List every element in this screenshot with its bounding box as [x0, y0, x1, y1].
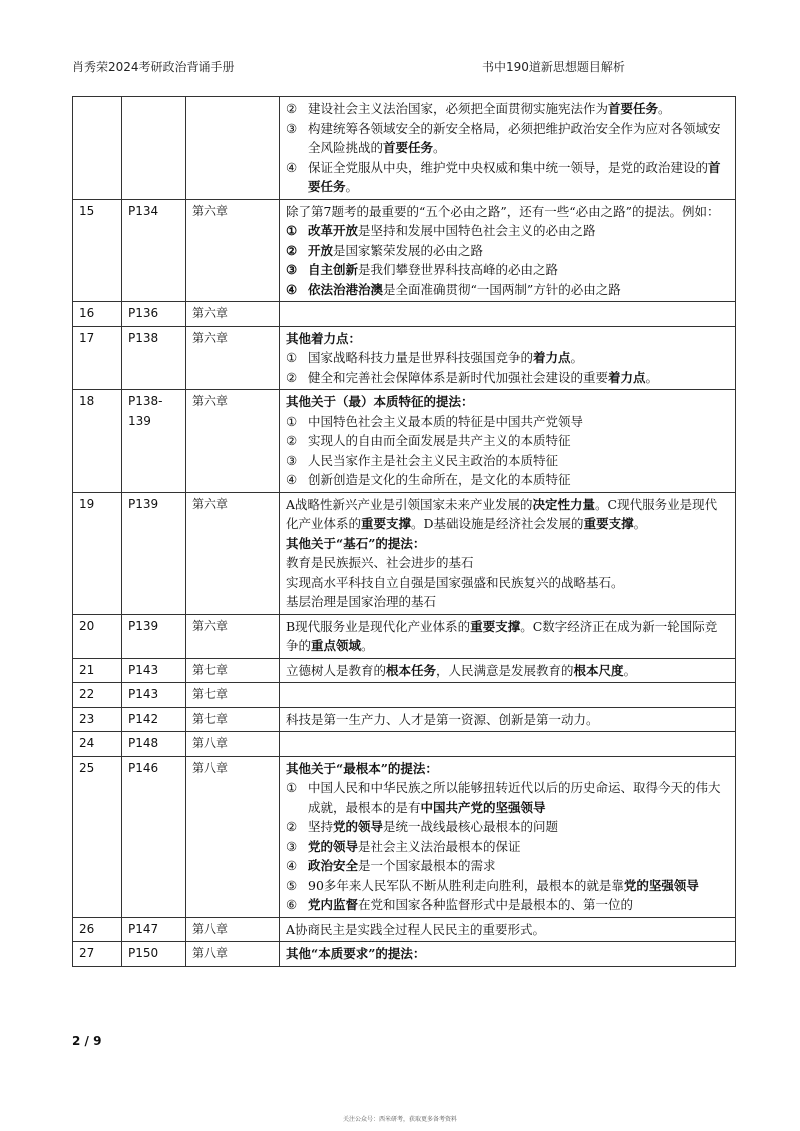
page-ref-cell	[122, 97, 186, 200]
analysis-cell	[280, 302, 736, 327]
page-ref-cell: P139	[122, 492, 186, 614]
list-marker: ③	[286, 452, 298, 468]
emphasis-text: 党的坚强领导	[623, 877, 699, 893]
text-line	[286, 944, 729, 964]
emphasis-text: 党内监督	[308, 897, 359, 912]
body-text: 创新创造是文化的生命所在，是文化的本质特征	[308, 472, 571, 487]
emphasis-text: 首要任务	[308, 159, 721, 194]
emphasis-text: 决定性力量	[532, 496, 596, 512]
table-row	[73, 707, 736, 732]
body-text: ，人民满意是发展教育的	[436, 662, 574, 678]
list-item	[286, 817, 729, 837]
chapter-cell: 第八章	[186, 917, 280, 942]
list-marker: ②	[286, 101, 298, 116]
question-number-cell: 22	[73, 683, 122, 708]
body-text: 。	[623, 662, 637, 678]
body-text: 坚持	[308, 819, 334, 834]
question-number-cell	[73, 97, 122, 200]
list-marker: ③	[286, 838, 298, 854]
body-text: B现代服务业是现代化产业体系的	[286, 618, 471, 634]
body-text: 实现高水平科技自立自强是国家强盛和民族复兴的战略基石。	[286, 574, 624, 590]
emphasis-text: 着力点	[533, 350, 571, 365]
list-item	[286, 241, 729, 261]
body-text: 基层治理是国家治理的基石	[286, 594, 437, 609]
emphasis-text: 首要任务	[383, 140, 434, 155]
table-row	[73, 492, 736, 614]
body-text: 国家战略科技力量是世界科技强国竞争的	[308, 350, 534, 365]
emphasis-text: 党的领导	[308, 838, 359, 854]
list-marker: ⑤	[286, 877, 298, 893]
body-text: 建设社会主义法治国家，必须把全面贯彻实施宪法作为	[308, 101, 609, 116]
page-ref-cell: P150	[122, 942, 186, 967]
list-item	[286, 119, 729, 158]
table-row	[73, 732, 736, 757]
list-item	[286, 368, 729, 388]
list-item	[286, 778, 729, 817]
emphasis-text: 根本任务	[386, 662, 437, 678]
body-text: A协商民主是实践全过程人民民主的重要形式。	[286, 921, 546, 937]
question-number-cell: 24	[73, 732, 122, 757]
body-text: 是坚持和发展中国特色社会主义的必由之路	[358, 223, 596, 238]
page-ref-cell: P138	[122, 326, 186, 390]
table-row	[73, 326, 736, 390]
list-item	[286, 895, 729, 915]
text-line	[286, 920, 729, 940]
text-line	[286, 617, 729, 656]
analysis-cell	[280, 614, 736, 658]
table-row	[73, 390, 736, 493]
body-text: 。	[633, 516, 647, 531]
chapter-cell: 第六章	[186, 390, 280, 493]
emphasis-text: 政治安全	[308, 858, 359, 873]
list-marker: ①	[286, 350, 298, 365]
emphasis-text: 其他关于（最）本质特征的提法：	[286, 394, 474, 409]
page-ref-cell: P139	[122, 614, 186, 658]
list-marker: ②	[286, 433, 298, 448]
running-header-left: 肖秀荣2024考研政治背诵手册	[72, 60, 235, 74]
page-ref-cell: P138-139	[122, 390, 186, 493]
list-item	[286, 158, 729, 197]
question-number-cell: 26	[73, 917, 122, 942]
body-text: 。	[433, 140, 446, 155]
chapter-cell: 第六章	[186, 302, 280, 327]
text-line	[286, 573, 729, 593]
text-line	[286, 661, 729, 681]
question-number-cell: 18	[73, 390, 122, 493]
list-item	[286, 221, 729, 241]
analysis-cell	[280, 326, 736, 390]
question-number-cell: 27	[73, 942, 122, 967]
list-item	[286, 99, 729, 119]
emphasis-text: 重要支撑	[361, 516, 412, 531]
page-ref-cell: P146	[122, 756, 186, 917]
analysis-cell	[280, 942, 736, 967]
list-marker: ③	[286, 262, 298, 277]
list-marker: ①	[286, 780, 298, 795]
list-item	[286, 470, 729, 490]
running-header-right: 书中190道新思想题目解析	[482, 60, 625, 74]
emphasis-text: 其他“本质要求”的提法：	[286, 946, 426, 961]
chapter-cell: 第八章	[186, 756, 280, 917]
body-text: 。C现代服务业是现代化产业体系的	[286, 496, 718, 531]
table-row	[73, 614, 736, 658]
table-row	[73, 942, 736, 967]
text-line	[286, 592, 729, 612]
chapter-cell: 第八章	[186, 732, 280, 757]
list-item	[286, 451, 729, 471]
list-item	[286, 856, 729, 876]
text-line	[286, 534, 729, 554]
emphasis-text: 中国共产党的坚强领导	[420, 799, 546, 815]
question-analysis-table	[72, 96, 736, 967]
emphasis-text: 改革开放	[308, 223, 359, 238]
chapter-cell: 第六章	[186, 326, 280, 390]
list-item	[286, 280, 729, 300]
question-number-cell: 17	[73, 326, 122, 390]
page-ref-cell: P143	[122, 658, 186, 683]
body-text: 实现人的自由而全面发展是共产主义的本质特征	[308, 433, 571, 448]
page-ref-cell: P147	[122, 917, 186, 942]
chapter-cell: 第七章	[186, 683, 280, 708]
table-row	[73, 199, 736, 302]
chapter-cell: 第六章	[186, 199, 280, 302]
list-item	[286, 876, 729, 896]
emphasis-text: 开放	[308, 242, 334, 258]
page-ref-cell: P143	[122, 683, 186, 708]
list-marker: ⑥	[286, 897, 298, 912]
list-marker: ④	[286, 281, 298, 297]
emphasis-text: 依法治港治澳	[308, 281, 384, 297]
list-marker: ①	[286, 223, 298, 238]
text-line	[286, 202, 729, 222]
table-row	[73, 683, 736, 708]
body-text: 科技是第一生产力、人才是第一资源、创新是第一动力。	[286, 711, 599, 727]
page-indicator: 2 / 9	[72, 1034, 102, 1048]
list-marker: ②	[286, 369, 298, 385]
analysis-cell	[280, 199, 736, 302]
analysis-cell	[280, 492, 736, 614]
body-text: 是社会主义法治最根本的保证	[358, 838, 521, 854]
list-marker: ④	[286, 472, 298, 487]
analysis-cell	[280, 917, 736, 942]
list-item	[286, 260, 729, 280]
chapter-cell	[186, 97, 280, 200]
body-text: 是统一战线最核心最根本的问题	[383, 819, 559, 834]
body-text: 除了第7题考的最重要的“五个必由之路”，还有一些“必由之路”的提法。例如：	[286, 203, 720, 219]
emphasis-text: 重要支撑	[470, 618, 521, 634]
body-text: 。	[570, 350, 584, 365]
table-row	[73, 658, 736, 683]
table-row	[73, 97, 736, 200]
page-ref-cell: P136	[122, 302, 186, 327]
text-line	[286, 495, 729, 534]
body-text: 。	[645, 369, 659, 385]
analysis-cell	[280, 390, 736, 493]
emphasis-text: 着力点	[608, 369, 646, 385]
question-number-cell: 16	[73, 302, 122, 327]
body-text: 保证全党服从中央，维护党中央权威和集中统一领导，是党的政治建设的	[308, 159, 709, 175]
list-item	[286, 431, 729, 451]
emphasis-text: 其他着力点：	[286, 330, 362, 346]
list-marker: ①	[286, 413, 298, 429]
list-marker: ②	[286, 242, 298, 258]
analysis-cell	[280, 658, 736, 683]
body-text: 是一个国家最根本的需求	[358, 858, 496, 873]
body-text: 教育是民族振兴、社会进步的基石	[286, 555, 474, 570]
list-marker: ④	[286, 858, 298, 873]
list-item	[286, 837, 729, 857]
chapter-cell: 第六章	[186, 614, 280, 658]
question-number-cell: 20	[73, 614, 122, 658]
emphasis-text: 重点领域	[311, 638, 362, 653]
body-text: 。D基础设施是经济社会发展的	[411, 516, 584, 531]
page-ref-cell: P142	[122, 707, 186, 732]
list-item	[286, 348, 729, 368]
table-row	[73, 302, 736, 327]
body-text: A战略性新兴产业是引领国家未来产业发展的	[286, 496, 533, 512]
chapter-cell: 第七章	[186, 707, 280, 732]
analysis-cell	[280, 756, 736, 917]
body-text: 人民当家作主是社会主义民主政治的本质特征	[308, 452, 559, 468]
body-text: 健全和完善社会保障体系是新时代加强社会建设的重要	[308, 369, 609, 385]
body-text: 。	[361, 638, 374, 653]
page-ref-cell: P148	[122, 732, 186, 757]
list-marker: ③	[286, 120, 298, 136]
text-line	[286, 759, 729, 779]
emphasis-text: 其他关于“最根本”的提法：	[286, 760, 438, 776]
analysis-cell	[280, 732, 736, 757]
text-line	[286, 553, 729, 573]
analysis-cell	[280, 97, 736, 200]
emphasis-text: 根本尺度	[573, 662, 624, 678]
body-text: 是国家繁荣发展的必由之路	[333, 242, 484, 258]
body-text: 90多年来人民军队不断从胜利走向胜利，最根本的就是靠	[308, 877, 624, 893]
emphasis-text: 重要支撑	[583, 516, 634, 531]
emphasis-text: 党的领导	[333, 819, 384, 834]
list-item	[286, 412, 729, 432]
body-text: 是全面准确贯彻“一国两制”方针的必由之路	[383, 281, 621, 297]
question-number-cell: 25	[73, 756, 122, 917]
body-text: 。C数字经济正在成为新一轮国际竞争的	[286, 618, 718, 653]
question-number-cell: 23	[73, 707, 122, 732]
question-number-cell: 19	[73, 492, 122, 614]
body-text: 。	[345, 179, 359, 194]
body-text: 在党和国家各种监督形式中是最根本的、第一位的	[358, 897, 634, 912]
page-ref-cell: P134	[122, 199, 186, 302]
body-text: 中国特色社会主义最本质的特征是中国共产党领导	[308, 413, 584, 429]
body-text: 是我们攀登世界科技高峰的必由之路	[358, 262, 559, 277]
list-marker: ②	[286, 819, 298, 834]
emphasis-text: 自主创新	[308, 262, 359, 277]
body-text: 中国人民和中华民族之所以能够扭转近代以后的历史命运、取得今天的伟大成就，最根本的是有	[308, 780, 721, 815]
text-line	[286, 710, 729, 730]
chapter-cell: 第八章	[186, 942, 280, 967]
body-text: 立德树人是教育的	[286, 662, 387, 678]
emphasis-text: 其他关于“基石”的提法：	[286, 535, 426, 551]
body-text: 构建统筹各领域安全的新安全格局，必须把维护政治安全作为应对各领域安全风险挑战的	[308, 120, 721, 155]
chapter-cell: 第六章	[186, 492, 280, 614]
text-line	[286, 392, 729, 412]
table-row	[73, 917, 736, 942]
text-line	[286, 329, 729, 349]
table-row	[73, 756, 736, 917]
question-number-cell: 21	[73, 658, 122, 683]
analysis-cell	[280, 707, 736, 732]
body-text: 。	[658, 101, 671, 116]
emphasis-text: 首要任务	[608, 101, 659, 116]
list-marker: ④	[286, 159, 298, 175]
analysis-cell	[280, 683, 736, 708]
chapter-cell: 第七章	[186, 658, 280, 683]
footer-note: 关注公众号：西米研考，获取更多备考资料	[342, 1116, 457, 1123]
question-number-cell: 15	[73, 199, 122, 302]
